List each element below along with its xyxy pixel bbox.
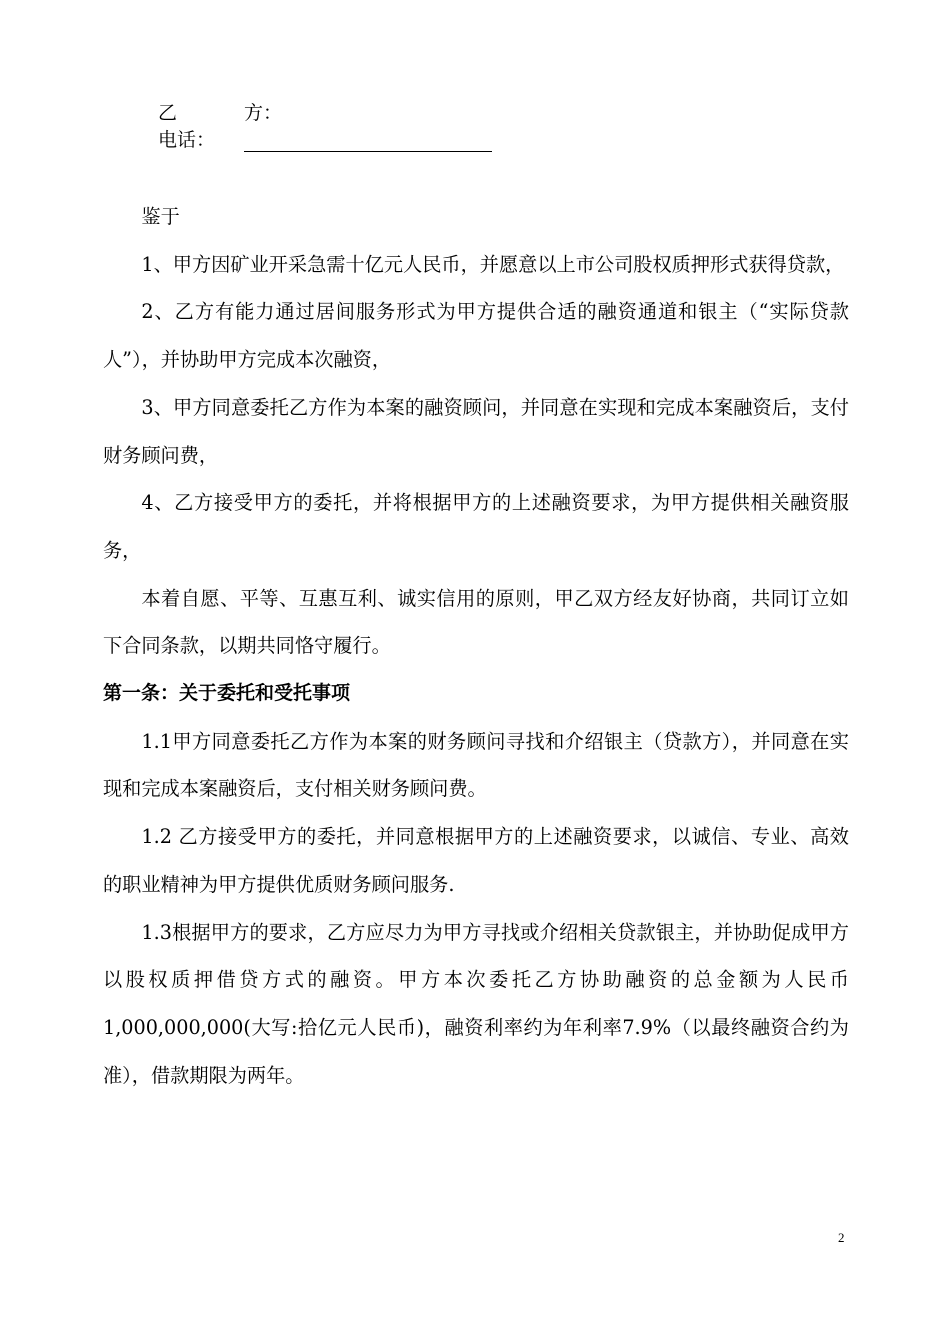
article-1-heading: 第一条：关于委托和受托事项 [103,682,351,705]
clause-1-1: 1.1甲方同意委托乙方作为本案的财务顾问寻找和介绍银主（贷款方），并同意在实现和完成本案融资后，支付相关财务顾问费。 [103,729,849,801]
phone-blank-line [244,131,492,152]
preamble-item-4: 4、乙方接受甲方的委托，并将根据甲方的上述融资要求，为甲方提供相关融资服务， [103,491,849,562]
party-b-label [158,100,244,127]
party-b-row [158,100,858,127]
party-b-info [158,100,858,154]
preamble-item-3: 3、甲方同意委托乙方作为本案的融资顾问，并同意在实现和完成本案融资后，支付财务顾问费， [103,395,849,467]
phone-row [158,127,858,154]
page-number: 2 [838,1230,845,1245]
preamble-closing: 本着自愿、平等、互惠互利、诚实信用的原则，甲乙双方经友好协商，共同订立如下合同条款，以期共同恪守履行。 [103,586,849,658]
clause-1-3: 1.3根据甲方的要求，乙方应尽力为甲方寻找或介绍相关贷款银主，并协助促成甲方以股权质押借贷方式的融资。甲方本次委托乙方协助融资的总金额为人民币1,000,000,000(大写:拾亿元人民币)，融资利率约为年利率7.9%（以最终融资合约为准），借款期限为两年。 [103,920,849,1087]
preamble-item-1: 1、甲方因矿业开采急需十亿元人民币，并愿意以上市公司股权质押形式获得贷款， [141,252,845,276]
contract-body [103,193,849,1099]
whereas-heading: 鉴于 [141,205,180,228]
preamble-item-2: 2、乙方有能力通过居间服务形式为甲方提供合适的融资通道和银主（“实际贷款人”），并协助甲方完成本次融资， [103,300,849,372]
clause-1-2: 1.2 乙方接受甲方的委托，并同意根据甲方的上述融资要求，以诚信、专业、高效的职业精神为甲方提供优质财务顾问服务. [103,825,849,896]
phone-label: 电话： [158,129,216,151]
party-b-label-right: 方： [244,102,283,124]
party-b-label-left: 乙 [158,102,178,124]
